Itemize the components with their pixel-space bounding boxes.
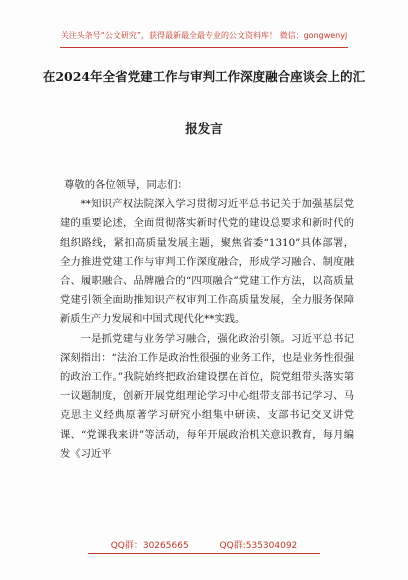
document-title-line-1: 在2024年全省党建工作与审判工作深度融合座谈会上的汇 bbox=[42, 69, 366, 84]
document-body bbox=[60, 176, 354, 464]
paragraph-intro: **知识产权法院深入学习贯彻习近平总书记关于加强基层党建的重要论述，全面贯彻落实新时代党的建设总要求和新时代的组织路线，紧扣高质量发展主题，聚焦省委“1310”具体部署，全力推进党建工作与审判工作深度融合，形成学习融合、制度融合、履职融合、品牌融合的“四项融合”党建工作方法，以高质量党建引领全面助推知识产权审判工作高质量发展，全力服务保障新质生产力发展和中国式现代化**实践。 bbox=[60, 198, 354, 326]
salutation: 尊敬的各位领导，同志们： bbox=[64, 179, 188, 191]
header-divider bbox=[60, 47, 348, 48]
document-title-line-2: 报发言 bbox=[185, 121, 223, 136]
header-banner: 关注头条号“公文研究”，获得最新最全最专业的公文资料库！ 微信：gongwenyj bbox=[60, 31, 348, 40]
footer-qq-group-2: QQ群:535304092 bbox=[219, 541, 298, 551]
footer-divider bbox=[88, 553, 320, 554]
footer-contacts bbox=[0, 538, 408, 551]
footer-qq-group-1: QQ群：30265665 bbox=[110, 541, 189, 551]
paragraph-one: 一是抓党建与业务学习融合，强化政治引领。习近平总书记深刻指出：“法治工作是政治性很强的业务工作，也是业务性很强的政治工作。”我院始终把政治建设摆在首位，院党组带头落实第一议题制度，创新开展党组理论学习中心组带支部书记学习、马克思主义经典原著学习研究小组集中研读、支部书记交叉讲党课、“党课我来讲”等活动，每年开展政治机关意识教育，每月编发《习近平 bbox=[60, 332, 354, 460]
